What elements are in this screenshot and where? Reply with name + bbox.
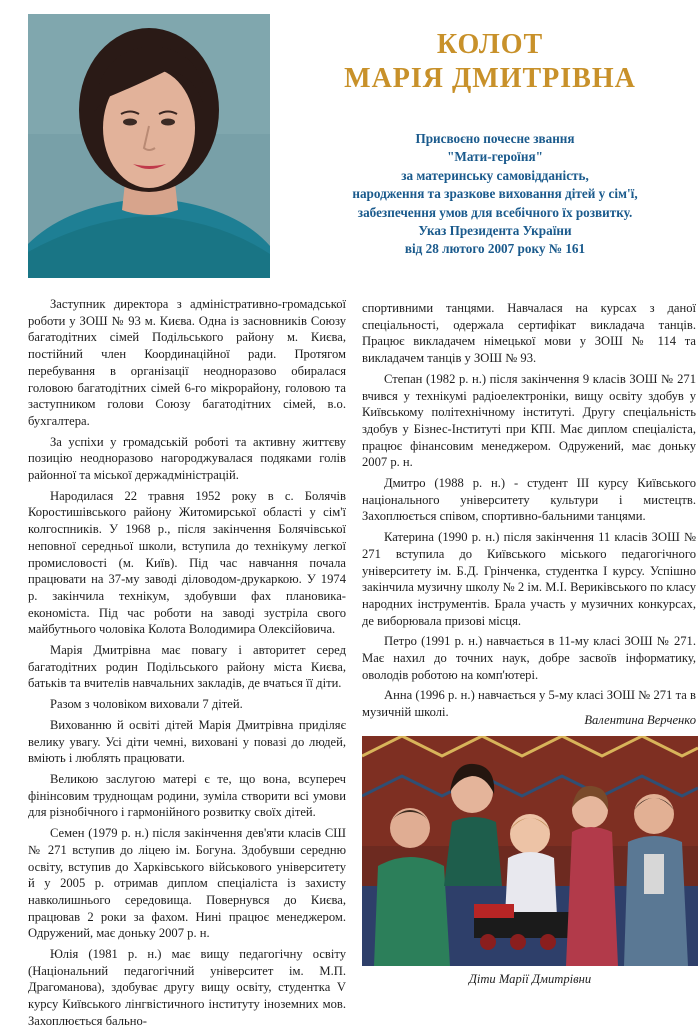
paragraph: Анна (1996 р. н.) навчається у 5-му класі ЗОШ № 271 та в музичній школі. (362, 688, 696, 720)
surname: КОЛОТ (436, 29, 544, 60)
paragraph: За успіхи у громадській роботі та активну життєву позицію неодноразово нагороджувалася подяками голів районної та міської держадміністрацій. (28, 434, 346, 483)
paragraph: Катерина (1990 р. н.) після закінчення 11 класів ЗОШ № 271 вступила до Київського міського педагогічного університету ім. Б.Д. Грінченка, студентка I курсу. Успішно закінчила музичну школу № 2 ім. М.І. Вериківського по класу народних інструментів. Брала участь у музичних конкурсах, де виборювала призові місця. (362, 530, 696, 628)
award-line: від 28 лютого 2007 року № 161 (404, 241, 586, 257)
paragraph: Марія Дмитрівна має повагу і авторитет серед багатодітних родин Подільського району міста Києва, батьків та вчителів навчальних закладів, де вчаться її діти. (28, 643, 346, 691)
award-line: за материнську самовідданість, (401, 167, 589, 183)
award-line: народження та зразкове виховання дітей у сім'ї, (352, 186, 638, 202)
paragraph: Дмитро (1988 р. н.) - студент III курсу Київського національного університету культури і мистецтв. Захоплюється співом, спортивно-бальними танцями. (362, 476, 696, 524)
children-photo (362, 736, 698, 966)
portrait-illustration (28, 14, 270, 278)
award-line: "Мати-героїня" (447, 149, 543, 165)
paragraph: спортивними танцями. Навчалася на курсах з даної спеціальності, одержала сертифікат викладача танців. Працює викладачем німецької мови у ЗОШ № 114 та викладачем танців у ЗОШ № 93. (362, 301, 696, 366)
award-line: Присвоєно почесне звання (415, 131, 575, 146)
paragraph: Вихованню й освіті дітей Марія Дмитрівна приділяє велику увагу. Усі діти чемні, виховані у повазі до людей, вміють і люблять працювати. (28, 717, 346, 766)
right-column (362, 300, 696, 725)
paragraph: Семен (1979 р. н.) після закінчення дев'яти класів СШ № 271 вступив до ліцею ім. Богуна. Здобувши середню освіту, вступив до Харківського військового університету й у 2005 р. отримав диплом спеціаліста із захисту навколишнього середовища. Повернувся до Києва, працював 2 роки за фахом. Нині працює менеджером. Одружений, має доньку 2007 р. н. (28, 826, 346, 941)
paragraph: Степан (1982 р. н.) після закінчення 9 класів ЗОШ № 271 вчився у технікумі радіоелектроніки, вищу освіту здобув у Київському політехнічному інституті. Другу спеціальність здобув у Бізнес-Інституті при КПІ. Має диплом спеціаліста, працює фінансовим менеджером. Одружений, має доньку 2007 р. н. (362, 371, 696, 470)
paragraph: Народилася 22 травня 1952 року в с. Болячів Коростишівського району Житомирської області у сім'ї колгоспників. У 1968 р., після закінчення Болячівської неповної середньої школи, вступила до технікуму легкої промисловості (м. Київ). Під час навчання почала працювати на 37-му заводі діловодом-друкаркою. У 1974 р. закінчила технікум, здобувши фах плановика-економіста. Під час роботи на заводі зустріла свого майбутнього чоловіка Колота Володимира Олексійовича. (28, 488, 346, 637)
award-statement (300, 130, 690, 259)
paragraph: Петро (1991 р. н.) навчається в 11-му класі ЗОШ № 271. Має нахил до точних наук, добре засвоїв інформатику, оволодів роботою на комп'ютері. (362, 634, 696, 682)
paragraph: Заступник директора з адміністративно-громадської роботи у ЗОШ № 93 м. Києва. Одна із засновників Союзу багатодітних сімей Подільського району м. Києва, постійний член Координаційної ради. Протягом перебування в організації неодноразово обиралася головою багатодітних сімей 6-го мікрорайону, головою та заступником голови Союзу багатодітних сімей, в.о. бухгалтера. (28, 297, 346, 428)
portrait-photo (28, 14, 270, 278)
paragraph: Юлія (1981 р. н.) має вищу педагогічну освіту (Національний педагогічний університет ім. М.П. Драгоманова), здобуває другу вищу освіту, студентка V курсу Київського лінгвістичного інституту іноземних мов. Захоплюється бально- (28, 947, 346, 1028)
award-line: Указ Президента України (418, 223, 572, 239)
person-name (300, 28, 680, 96)
given-name: МАРІЯ ДМИТРІВНА (344, 63, 636, 94)
award-line: забезпечення умов для всебічного їх розвитку. (357, 204, 633, 220)
left-column (28, 296, 346, 1034)
author-signature: Валентина Верченко (584, 713, 696, 727)
children-illustration (362, 736, 698, 966)
paragraph: Великою заслугою матері є те, що вона, всупереч фінінсовим труднощам родини, зуміла створити всі умови для різнобічного і гармонійного розвитку своїх дітей. (28, 771, 346, 820)
photo-caption: Діти Марії Дмитрівни (468, 972, 592, 986)
paragraph: Разом з чоловіком виховали 7 дітей. (50, 697, 243, 712)
